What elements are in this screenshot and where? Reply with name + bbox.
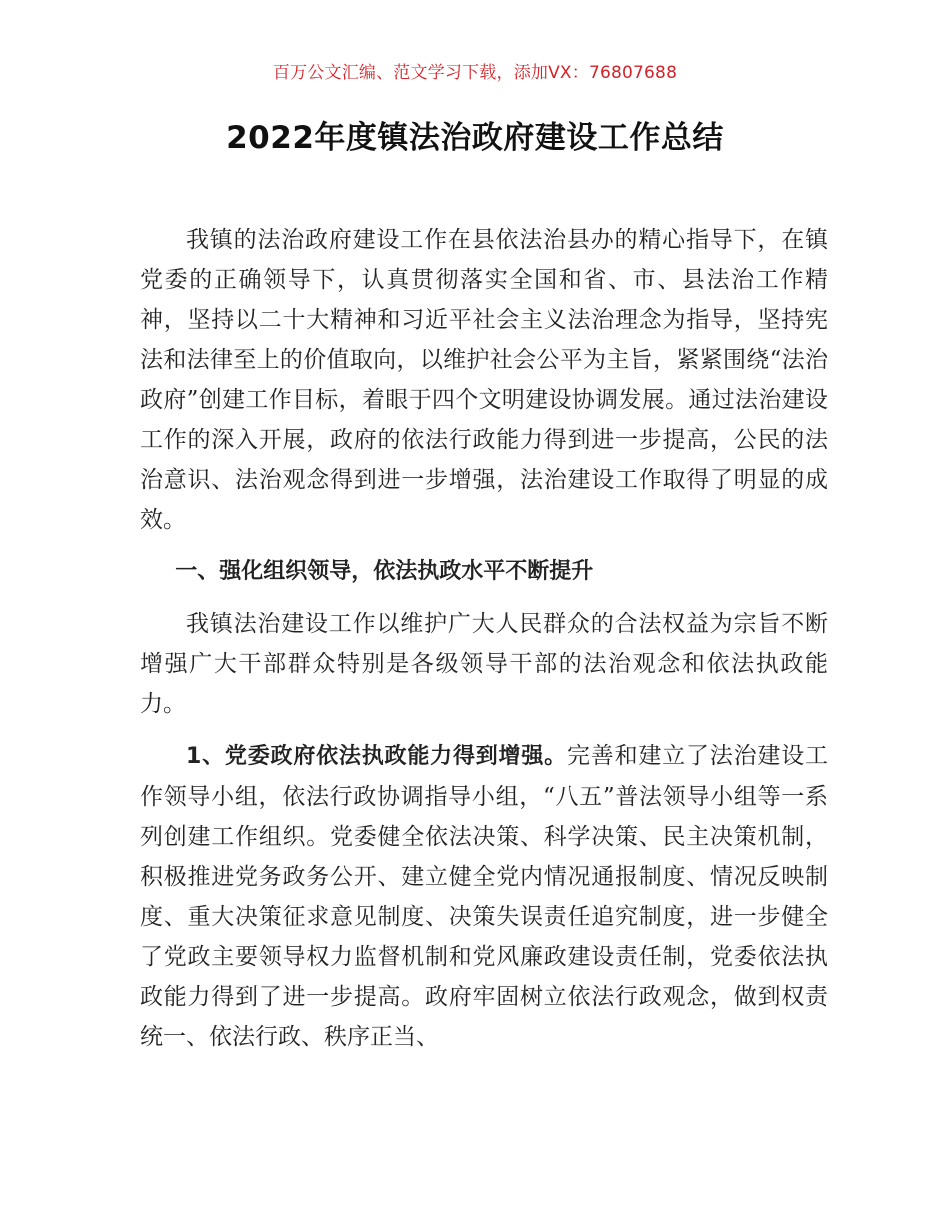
section-heading: 一、强化组织领导，依法执政水平不断提升 <box>175 559 594 584</box>
watermark-text: 百万公文汇编、范文学习下载，添加VX：76807688 <box>272 63 678 83</box>
item-lead: 1、党委政府依法执政能力得到增强。 <box>186 744 567 769</box>
item-paragraph <box>140 736 828 1057</box>
document-title: 2022年度镇法治政府建设工作总结 <box>226 120 724 156</box>
item-body: 完善和建立了法治建设工作领导小组，依法行政协调指导小组，“八五”普法领导小组等一系列创建工作组织。党委健全依法决策、科学决策、民主决策机制，积极推进党务政务公开、建立健全党内情况通报制度、情况反映制度、重大决策征求意见制度、决策失误责任追究制度，进一步健全了党政主要领导权力监督机制和党风廉政建设责任制，党委依法执政能力得到了进一步提高。政府牢固树立依法行政观念，做到权责统一、依法行政、秩序正当、 <box>140 743 829 1050</box>
document-body <box>140 220 828 1069</box>
section-paragraph: 我镇法治建设工作以维护广大人民群众的合法权益为宗旨不断增强广大干部群众特别是各级领导干部的法治观念和依法执政能力。 <box>140 611 828 717</box>
intro-paragraph: 我镇的法治政府建设工作在县依法治县办的精心指导下，在镇党委的正确领导下，认真贯彻落实全国和省、市、县法治工作精神，坚持以二十大精神和习近平社会主义法治理念为指导，坚持宪法和法律至上的价值取向，以维护社会公平为主旨，紧紧围绕“法治政府”创建工作目标，着眼于四个文明建设协调发展。通过法治建设工作的深入开展，政府的依法行政能力得到进一步提高，公民的法治意识、法治观念得到进一步增强，法治建设工作取得了明显的成效。 <box>140 227 828 533</box>
